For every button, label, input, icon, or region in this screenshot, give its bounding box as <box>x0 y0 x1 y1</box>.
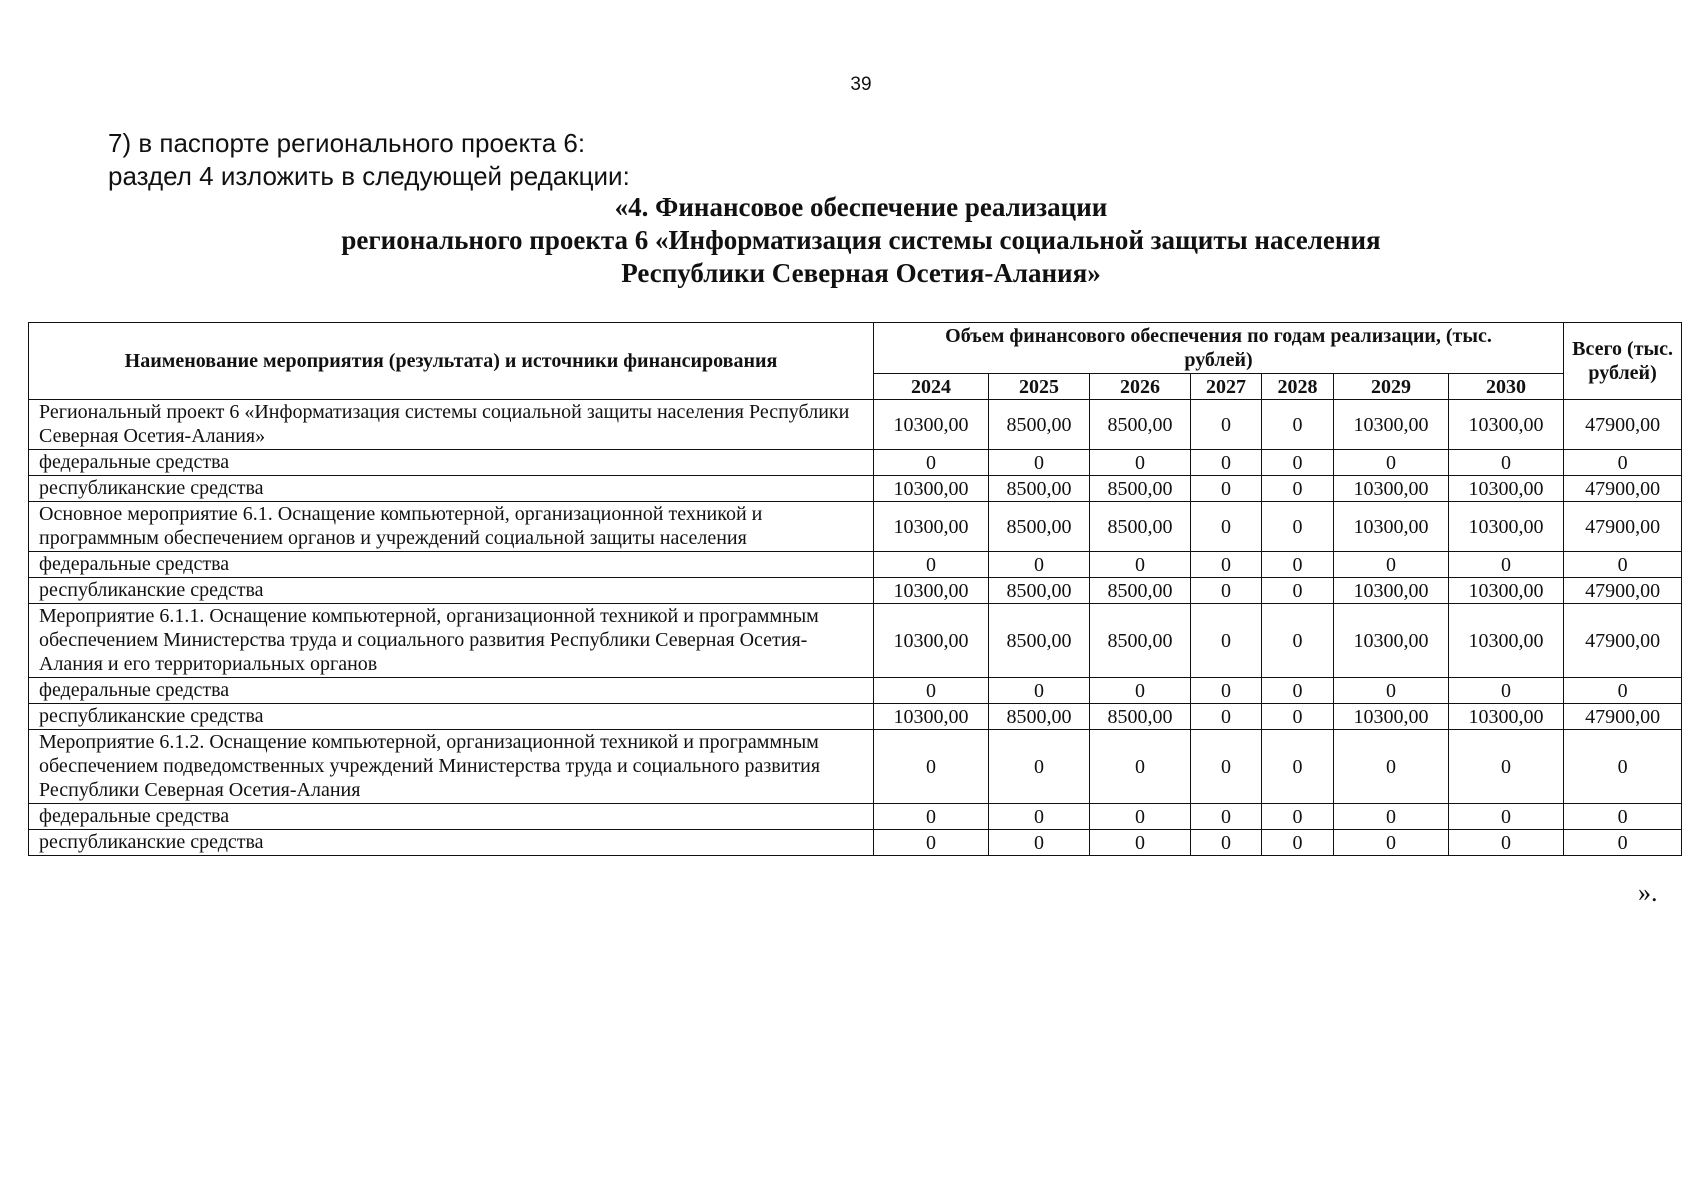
table-row <box>29 804 1682 830</box>
table-row <box>29 552 1682 578</box>
header-year: 2030 <box>1449 374 1564 400</box>
row-value: 0 <box>1262 450 1334 476</box>
row-value: 8500,00 <box>1090 578 1191 604</box>
row-value: 0 <box>1262 476 1334 502</box>
row-value: 0 <box>1090 678 1191 704</box>
row-value: 10300,00 <box>1334 400 1449 450</box>
row-value: 8500,00 <box>989 400 1090 450</box>
row-value: 0 <box>1449 830 1564 856</box>
page-number: 39 <box>850 74 872 95</box>
header-name: Наименование мероприятия (результата) и источники финансирования <box>29 323 874 400</box>
row-value: 0 <box>1191 830 1262 856</box>
row-value: 0 <box>1090 450 1191 476</box>
row-value: 0 <box>1262 502 1334 552</box>
row-value: 8500,00 <box>989 476 1090 502</box>
row-value: 0 <box>1191 552 1262 578</box>
row-value: 10300,00 <box>874 502 989 552</box>
row-value: 0 <box>1191 730 1262 804</box>
row-value: 0 <box>1262 578 1334 604</box>
row-name: Региональный проект 6 «Информатизация системы социальной защиты населения Республики Северная Осетия-Алания» <box>29 400 874 450</box>
row-total: 47900,00 <box>1564 704 1682 730</box>
row-name: федеральные средства <box>29 552 874 578</box>
row-value: 0 <box>874 552 989 578</box>
row-value: 10300,00 <box>1334 476 1449 502</box>
row-value: 0 <box>874 830 989 856</box>
table-row <box>29 400 1682 450</box>
row-value: 0 <box>1334 804 1449 830</box>
row-name: республиканские средства <box>29 830 874 856</box>
row-value: 0 <box>1090 830 1191 856</box>
header-total: Всего (тыс. рублей) <box>1564 323 1682 400</box>
row-value: 10300,00 <box>1449 400 1564 450</box>
table-row <box>29 730 1682 804</box>
table-row <box>29 502 1682 552</box>
table-row <box>29 604 1682 678</box>
row-value: 8500,00 <box>1090 400 1191 450</box>
row-name: федеральные средства <box>29 450 874 476</box>
row-value: 10300,00 <box>1334 502 1449 552</box>
row-total: 47900,00 <box>1564 476 1682 502</box>
row-value: 0 <box>874 730 989 804</box>
row-value: 10300,00 <box>1334 704 1449 730</box>
row-value: 8500,00 <box>989 578 1090 604</box>
row-value: 0 <box>989 730 1090 804</box>
row-value: 10300,00 <box>1449 704 1564 730</box>
row-name: федеральные средства <box>29 678 874 704</box>
row-total: 47900,00 <box>1564 578 1682 604</box>
row-value: 0 <box>1090 804 1191 830</box>
row-value: 0 <box>1334 450 1449 476</box>
row-name: республиканские средства <box>29 578 874 604</box>
header-year: 2024 <box>874 374 989 400</box>
row-total: 47900,00 <box>1564 400 1682 450</box>
row-name: республиканские средства <box>29 476 874 502</box>
row-value: 0 <box>989 804 1090 830</box>
table-row <box>29 578 1682 604</box>
financing-table <box>28 322 1682 856</box>
row-total: 0 <box>1564 804 1682 830</box>
table-row <box>29 476 1682 502</box>
row-value: 0 <box>1191 604 1262 678</box>
row-value: 0 <box>1334 830 1449 856</box>
row-value: 10300,00 <box>1334 578 1449 604</box>
row-value: 8500,00 <box>989 502 1090 552</box>
row-value: 10300,00 <box>874 476 989 502</box>
row-value: 8500,00 <box>1090 476 1191 502</box>
row-value: 10300,00 <box>1449 578 1564 604</box>
section-title-line-2: регионального проекта 6 «Информатизация системы социальной защиты населения <box>341 225 1381 255</box>
row-value: 8500,00 <box>989 704 1090 730</box>
table-row <box>29 450 1682 476</box>
row-value: 0 <box>874 678 989 704</box>
table-row <box>29 704 1682 730</box>
row-value: 0 <box>1449 552 1564 578</box>
intro-line-1: 7) в паспорте регионального проекта 6: <box>108 128 586 158</box>
table-row <box>29 830 1682 856</box>
row-value: 10300,00 <box>1449 476 1564 502</box>
row-value: 0 <box>989 678 1090 704</box>
row-value: 8500,00 <box>1090 502 1191 552</box>
row-value: 0 <box>1449 450 1564 476</box>
row-value: 0 <box>874 804 989 830</box>
row-value: 0 <box>1262 552 1334 578</box>
row-value: 0 <box>1334 730 1449 804</box>
row-value: 10300,00 <box>874 578 989 604</box>
header-year: 2026 <box>1090 374 1191 400</box>
table-body <box>29 400 1682 856</box>
row-value: 0 <box>1334 678 1449 704</box>
row-total: 47900,00 <box>1564 502 1682 552</box>
row-value: 0 <box>1090 730 1191 804</box>
header-volume: Объем финансового обеспечения по годам реализации, (тыс. рублей) <box>874 323 1564 374</box>
row-value: 0 <box>1262 830 1334 856</box>
row-value: 0 <box>1334 552 1449 578</box>
row-total: 0 <box>1564 678 1682 704</box>
row-value: 0 <box>1191 502 1262 552</box>
row-value: 8500,00 <box>1090 704 1191 730</box>
row-value: 10300,00 <box>874 704 989 730</box>
row-value: 0 <box>989 552 1090 578</box>
row-value: 0 <box>1191 400 1262 450</box>
row-value: 0 <box>1090 552 1191 578</box>
section-title-line-1: «4. Финансовое обеспечение реализации <box>614 192 1108 222</box>
section-title-line-3: Республики Северная Осетия-Алания» <box>621 258 1101 288</box>
header-year: 2027 <box>1191 374 1262 400</box>
intro-line-2: раздел 4 изложить в следующей редакции: <box>108 161 630 191</box>
closing-quote: ». <box>1638 878 1658 907</box>
row-total: 0 <box>1564 830 1682 856</box>
row-name: Основное мероприятие 6.1. Оснащение компьютерной, организационной техникой и программным обеспечением органов и учреждений социальной защиты населения <box>29 502 874 552</box>
header-year: 2025 <box>989 374 1090 400</box>
row-value: 10300,00 <box>1449 502 1564 552</box>
row-value: 10300,00 <box>1334 604 1449 678</box>
row-value: 0 <box>874 450 989 476</box>
row-value: 10300,00 <box>874 400 989 450</box>
row-value: 0 <box>1191 804 1262 830</box>
row-value: 0 <box>1449 730 1564 804</box>
row-value: 0 <box>1262 730 1334 804</box>
row-value: 0 <box>1191 476 1262 502</box>
header-year: 2029 <box>1334 374 1449 400</box>
row-value: 10300,00 <box>1449 604 1564 678</box>
row-value: 0 <box>989 450 1090 476</box>
row-value: 0 <box>1262 678 1334 704</box>
row-value: 8500,00 <box>989 604 1090 678</box>
row-value: 0 <box>1262 604 1334 678</box>
row-total: 0 <box>1564 730 1682 804</box>
row-value: 0 <box>1449 678 1564 704</box>
row-value: 0 <box>1191 678 1262 704</box>
row-value: 10300,00 <box>874 604 989 678</box>
row-total: 0 <box>1564 450 1682 476</box>
row-value: 0 <box>1262 704 1334 730</box>
section-title <box>0 191 1697 290</box>
row-total: 47900,00 <box>1564 604 1682 678</box>
table-row <box>29 678 1682 704</box>
row-name: республиканские средства <box>29 704 874 730</box>
row-value: 0 <box>1191 450 1262 476</box>
row-value: 8500,00 <box>1090 604 1191 678</box>
row-value: 0 <box>1262 804 1334 830</box>
row-name: Мероприятие 6.1.1. Оснащение компьютерной, организационной техникой и программным обеспечением Министерства труда и социального развития Республики Северная Осетия-Алания и его территориальных органов <box>29 604 874 678</box>
header-year: 2028 <box>1262 374 1334 400</box>
row-name: федеральные средства <box>29 804 874 830</box>
row-total: 0 <box>1564 552 1682 578</box>
row-value: 0 <box>1191 578 1262 604</box>
row-value: 0 <box>1262 400 1334 450</box>
row-name: Мероприятие 6.1.2. Оснащение компьютерной, организационной техникой и программным обеспечением подведомственных учреждений Министерства труда и социального развития Республики Северная Осетия-Алания <box>29 730 874 804</box>
row-value: 0 <box>1191 704 1262 730</box>
row-value: 0 <box>1449 804 1564 830</box>
row-value: 0 <box>989 830 1090 856</box>
